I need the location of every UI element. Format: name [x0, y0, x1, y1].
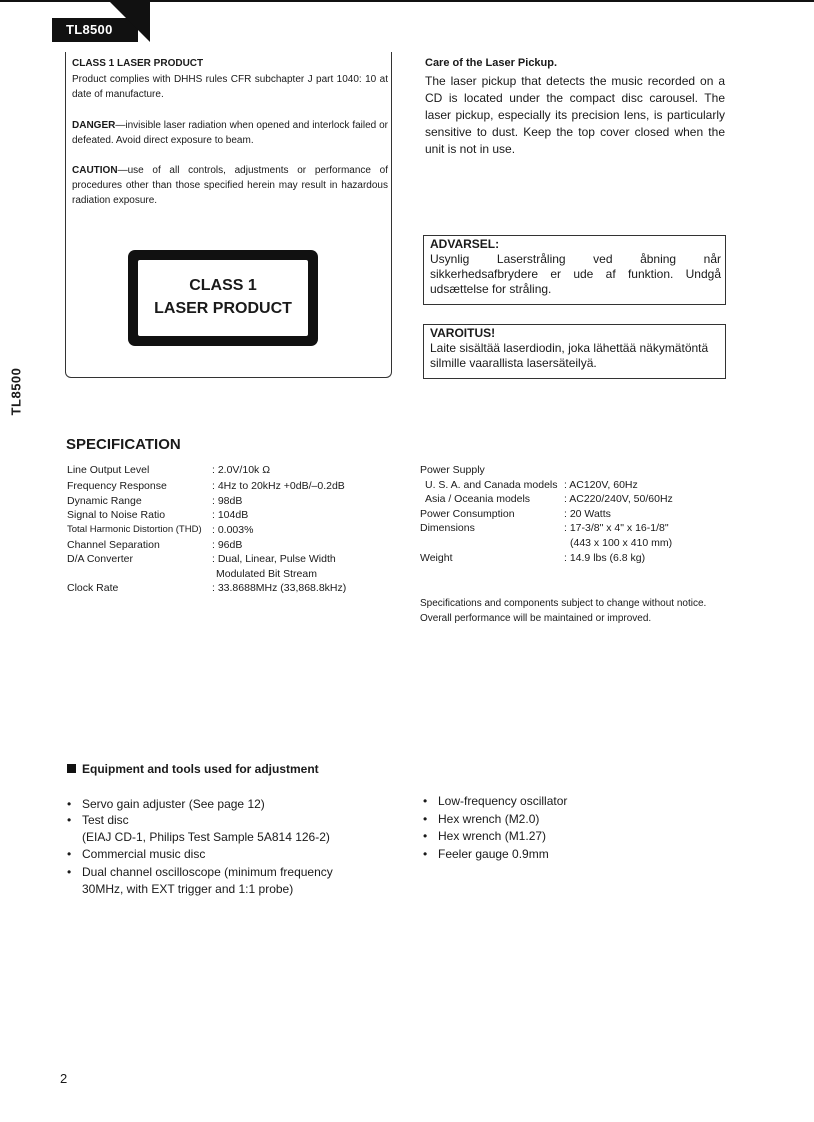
spec-note-line2: Overall performance will be maintained or improved.	[420, 613, 652, 624]
spec-value: : 20 Watts	[564, 508, 611, 520]
class1-label-inner	[138, 260, 308, 336]
spec-label: Channel Separation	[67, 539, 160, 551]
bullet-icon: •	[423, 847, 428, 861]
spec-note	[420, 596, 750, 626]
header-title: TL8500	[66, 22, 113, 37]
bullet-icon: •	[423, 812, 428, 826]
spec-label: Dimensions	[420, 522, 475, 534]
spec-value: : 104dB	[212, 509, 249, 521]
list-item	[423, 811, 540, 828]
class1-label-line1: CLASS 1	[189, 277, 257, 294]
spec-label: Line Output Level	[67, 464, 150, 476]
caution-text: —use of all controls, adjustments or performance of procedures other than those specified herein may result in hazardous radiation exposure.	[72, 165, 388, 206]
spec-value: : 98dB	[212, 495, 243, 507]
bullet-icon: •	[67, 847, 72, 861]
spec-label: Dynamic Range	[67, 495, 142, 507]
care-title: Care of the Laser Pickup.	[425, 57, 558, 69]
list-item-text: Feeler gauge 0.9mm	[438, 847, 549, 861]
bullet-icon: •	[67, 797, 72, 811]
list-item	[67, 846, 206, 863]
spec-label: Weight	[420, 552, 453, 564]
laser-notice-text: Product complies with DHHS rules CFR subchapter J part 1040: 10 at date of manufacture.	[72, 74, 388, 100]
specification-title: SPECIFICATION	[66, 436, 181, 453]
spec-label: Signal to Noise Ratio	[67, 509, 166, 521]
list-item-text: 30MHz, with EXT trigger and 1:1 probe)	[82, 882, 294, 896]
danger-text: —invisible laser radiation when opened and interlock failed or defeated. Avoid direct exposure to beam.	[72, 120, 388, 146]
spec-label: D/A Converter	[67, 553, 133, 565]
list-item-text: Dual channel oscilloscope (minimum frequency	[82, 865, 333, 879]
list-item-text: Hex wrench (M2.0)	[438, 812, 540, 826]
list-item	[67, 864, 333, 881]
danger-label: DANGER	[72, 120, 116, 131]
list-item	[67, 812, 129, 829]
spec-value: : 0.003%	[212, 524, 254, 536]
bullet-icon: •	[67, 865, 72, 879]
spec-value: : 96dB	[212, 539, 243, 551]
spec-value: : 14.9 lbs (6.8 kg)	[564, 552, 646, 564]
spec-label: Frequency Response	[67, 480, 167, 492]
advarsel-title: ADVARSEL:	[430, 237, 500, 251]
varoitus-text: Laite sisältää laserdiodin, joka lähettää näkymätöntä silmille vaarallista lasersäteilyä.	[430, 341, 709, 370]
spec-label: Clock Rate	[67, 582, 119, 594]
spec-note-line1: Specifications and components subject to change without notice.	[420, 598, 707, 609]
equipment-title: Equipment and tools used for adjustment	[82, 762, 319, 776]
list-item-text: Low-frequency oscillator	[438, 794, 568, 808]
care-text: The laser pickup that detects the music recorded on a CD is located under the compact disc carousel. The laser pickup, especially its precision lens, is particularly sensitive to dust. Keep the top cover closed when the unit is not in use.	[425, 74, 725, 156]
page-number: 2	[60, 1071, 68, 1086]
spec-label: Asia / Oceania models	[425, 493, 531, 505]
spec-value: (443 x 100 x 410 mm)	[570, 537, 673, 549]
list-item	[423, 793, 568, 810]
bullet-icon: •	[423, 829, 428, 843]
caution-label: CAUTION	[72, 165, 118, 176]
class1-label-line2: LASER PRODUCT	[154, 300, 292, 317]
advarsel-text: Usynlig Laserstråling ved åbning når sikkerhedsafbrydere er ude af funktion. Undgå udsættelse for stråling.	[430, 252, 721, 296]
varoitus-title: VAROITUS!	[430, 326, 496, 340]
spec-label: Power Consumption	[420, 508, 515, 520]
list-item	[423, 828, 547, 845]
spec-label: Total Harmonic Distortion (THD)	[67, 524, 202, 535]
danger-paragraph	[72, 118, 388, 148]
caution-paragraph	[72, 163, 388, 208]
spec-label: Power Supply	[420, 464, 485, 476]
laser-notice-title: CLASS 1 LASER PRODUCT	[72, 58, 204, 69]
spec-value: : 17-3/8" x 4" x 16-1/8"	[564, 522, 669, 534]
spec-value: : Dual, Linear, Pulse Width	[212, 553, 336, 565]
spec-value: : AC120V, 60Hz	[564, 479, 638, 491]
spec-value: Modulated Bit Stream	[216, 568, 317, 580]
bullet-icon: •	[67, 813, 72, 827]
header-tab-corner	[108, 0, 150, 42]
list-item-text: (EIAJ CD-1, Philips Test Sample 5A814 126-2)	[82, 830, 330, 844]
side-label: TL8500	[8, 367, 24, 416]
spec-value: : 33.8688MHz (33,868.8kHz)	[212, 582, 347, 594]
spec-value: : 4Hz to 20kHz +0dB/–0.2dB	[212, 480, 345, 492]
spec-label: U. S. A. and Canada models	[425, 479, 558, 491]
spec-value: : AC220/240V, 50/60Hz	[564, 493, 673, 505]
list-item-continuation	[82, 881, 293, 898]
section-square-icon	[67, 764, 76, 773]
list-item-text: Hex wrench (M1.27)	[438, 829, 547, 843]
list-item	[67, 796, 265, 813]
list-item	[423, 846, 549, 863]
list-item-text: Servo gain adjuster (See page 12)	[82, 797, 265, 811]
spec-value: : 2.0V/10k Ω	[212, 464, 271, 476]
list-item-text: Commercial music disc	[82, 847, 206, 861]
list-item-text: Test disc	[82, 813, 129, 827]
list-item-continuation	[82, 829, 330, 846]
bullet-icon: •	[423, 794, 428, 808]
